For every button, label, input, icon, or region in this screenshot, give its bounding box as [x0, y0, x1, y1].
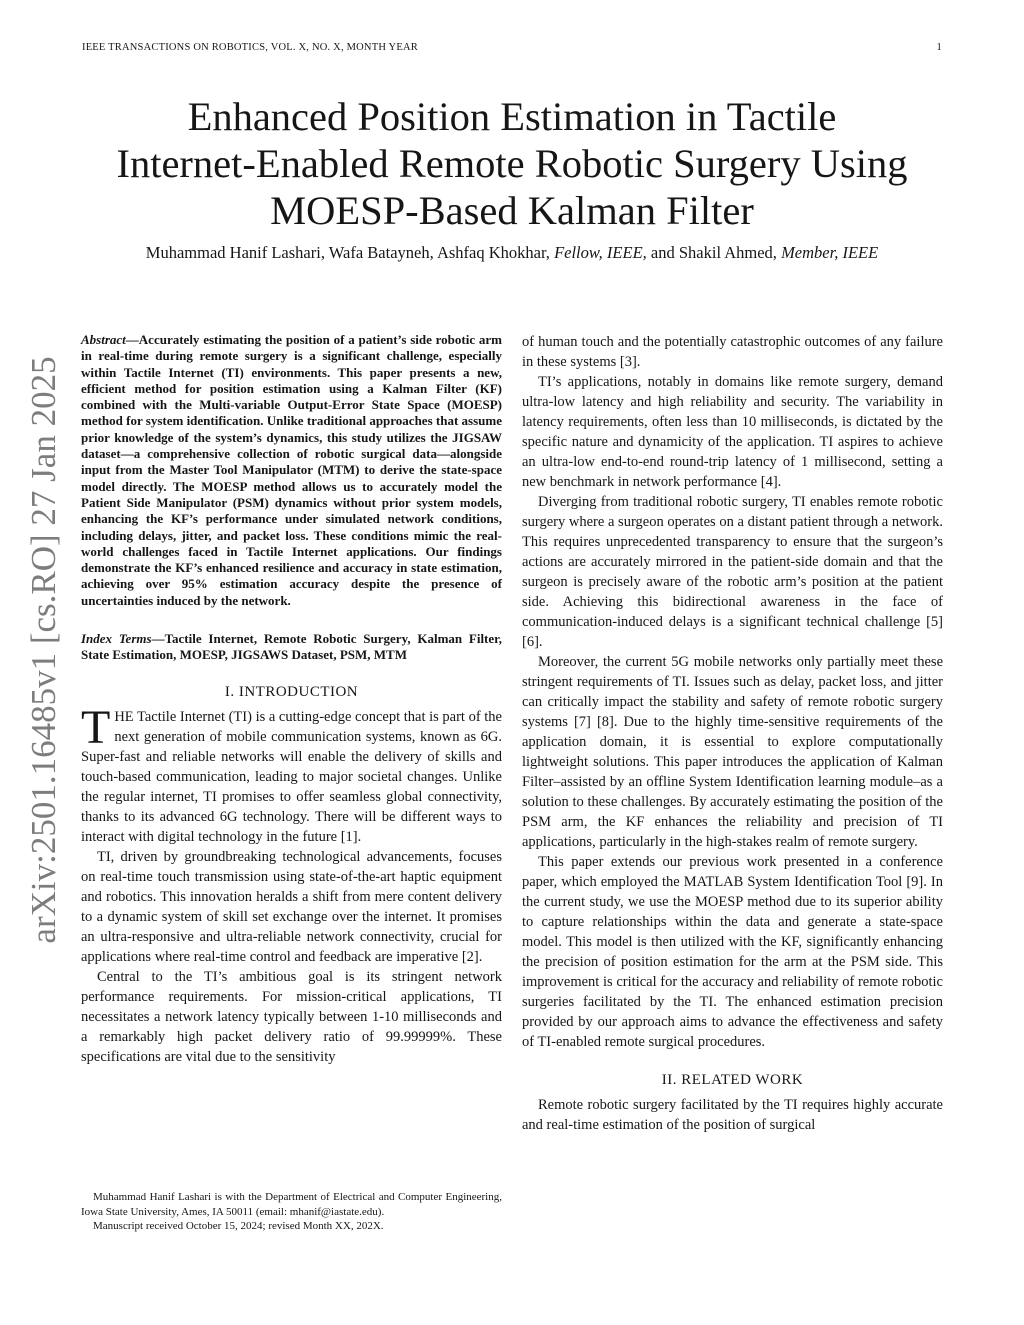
- index-terms-label: Index Terms: [81, 631, 152, 647]
- left-column: [81, 332, 502, 1067]
- arxiv-identifier[interactable]: arXiv:2501.16485v1 [cs.RO] 27 Jan 2025: [24, 356, 63, 944]
- section-heading-introduction: I. INTRODUCTION: [224, 683, 359, 700]
- author-list: [40, 243, 984, 263]
- author-names: and Shakil Ahmed,: [650, 243, 777, 262]
- intro-paragraph: Central to the TI’s ambitious goal is its stringent network performance requirements. For mission-critical applications, TI necessitates a network latency typically between 1-10 milliseconds and a remarkably high packet delivery ratio of 99.99999%. These specifications are vital due to the sensitivity: [81, 968, 502, 1065]
- manuscript-footnote: Manuscript received October 15, 2024; revised Month XX, 202X.: [93, 1220, 384, 1232]
- drop-cap: T: [81, 700, 111, 754]
- intro-paragraph: Diverging from traditional robotic surgery, TI enables remote robotic surgery where a surgeon operates on a distant patient through a network. This requires unprecedented transparency to ensure that the surgeon’s actions are accurately mirrored in the patient-side domain and that the surgeon is precisely aware of the robotic arm’s position at the patient side. Achieving this bidirectional awareness in the face of communication-induced delays is a significant technical challenge [5] [6].: [522, 494, 943, 650]
- section-heading-related-work: II. RELATED WORK: [661, 1072, 804, 1088]
- right-column: [522, 332, 943, 1135]
- author-names: Muhammad Hanif Lashari, Wafa Batayneh, Ashfaq Khokhar,: [145, 243, 550, 262]
- intro-paragraph: This paper extends our previous work presented in a conference paper, which employed the MATLAB System Identification Tool [9]. In the current study, we use the MOESP method due to its superior ability to capture relationships within the data and generate a state-space model. This model is then utilized with the KF, significantly enhancing the precision of position estimation for the arm at the PSM side. This improvement is critical for the accuracy and reliability of remote robotic surgeries facilitated by the TI. The enhanced estimation precision provided by our approach aims to advance the effectiveness and safety of TI-enabled remote surgical procedures.: [522, 854, 943, 1050]
- author-role: Fellow, IEEE,: [554, 243, 647, 262]
- affiliation-footnote: Muhammad Hanif Lashari is with the Department of Electrical and Computer Engineering, Iowa State University, Ames, IA 50011 (email: mhanif@iastate.edu).: [81, 1191, 502, 1218]
- intro-paragraph: [81, 700, 502, 847]
- title-line: Enhanced Position Estimation in Tactile: [187, 94, 837, 139]
- intro-paragraph: TI, driven by groundbreaking technological advancements, focuses on real-time touch transmission using state-of-the-art haptic equipment and robotics. This innovation heralds a shift from mere content delivery to a dynamic system of skill set exchange over the internet. It promises an ultra-responsive and ultra-reliable network connectivity, crucial for applications where real-time control and feedback are imperative [2].: [81, 848, 502, 965]
- author-role: Member, IEEE: [781, 243, 879, 262]
- journal-header: IEEE TRANSACTIONS ON ROBOTICS, VOL. X, NO. X, MONTH YEAR: [82, 42, 418, 53]
- abstract: [81, 332, 502, 609]
- title-line: MOESP-Based Kalman Filter: [270, 188, 754, 233]
- page-number: 1: [936, 42, 942, 53]
- index-terms: [81, 631, 502, 664]
- intro-paragraph: Moreover, the current 5G mobile networks only partially meet these stringent requirements of TI. Issues such as delay, packet loss, and jitter can critically impact the stability and safety of remote robotic surgery systems [7] [8]. Due to the highly time-sensitive requirements of the application domain, it is essential to explore computationally lightweight solutions. This paper introduces the application of Kalman Filter–assisted by an offline System Identification learning module–as a solution to these challenges. By accurately estimating the position of the PSM arm, the KF enhances the reliability and precision of TI applications, particularly in the high-stakes realm of remote surgery.: [522, 654, 943, 850]
- intro-paragraph: TI’s applications, notably in domains like remote surgery, demand ultra-low latency and high reliability and security. The variability in latency requirements, often less than 10 milliseconds, is dictated by the specific nature and dynamicity of the application. TI aspires to achieve an ultra-low end-to-end round-trip latency of 1 millisecond, setting a new benchmark in network performance [4].: [522, 374, 943, 490]
- footnotes: [81, 1190, 502, 1234]
- index-terms-text: —Tactile Internet, Remote Robotic Surgery, Kalman Filter, State Estimation, MOESP, JIGSAWS Dataset, PSM, MTM: [81, 631, 502, 663]
- related-work-paragraph: Remote robotic surgery facilitated by the TI requires highly accurate and real-time estimation of the position of surgical: [522, 1097, 943, 1133]
- title-line: Internet-Enabled Remote Robotic Surgery Using: [116, 141, 908, 186]
- abstract-text: —Accurately estimating the position of a patient’s side robotic arm in real-time during remote surgery is a significant challenge, especially within Tactile Internet (TI) environments. This paper presents a new, efficient method for position estimation using a Kalman Filter (KF) combined with the Multi-variable Output-Error State Space (MOESP) method for system identification. Unlike traditional approaches that assume prior knowledge of the system’s dynamics, this study utilizes the JIGSAW dataset—a comprehensive collection of robotic surgical data—alongside input from the Master Tool Manipulator (MTM) to derive the state-space model directly. The MOESP method allows us to accurately model the Patient Side Manipulator (PSM) dynamics without prior system models, enhancing the KF’s performance under simulated network conditions, including delays, jitter, and packet loss. These conditions mimic the real-world challenges faced in Tactile Internet applications. Our findings demonstrate the KF’s enhanced resilience and accuracy in state estimation, achieving over 95% estimation accuracy despite the presence of uncertainties induced by the network.: [81, 332, 502, 608]
- paragraph-text: HE Tactile Internet (TI) is a cutting-edge concept that is part of the next generation of mobile communication systems, known as 6G. Super-fast and reliable networks will enable the delivery of skills and touch-based communication, leading to major societal changes. Unlike the regular internet, TI promises to offer seamless global connectivity, thanks to its advanced 6G technology. There will be different ways to interact with digital technology in the future [1].: [81, 708, 502, 845]
- intro-paragraph-continued: of human touch and the potentially catastrophic outcomes of any failure in these systems [3].: [522, 334, 943, 370]
- running-head: [82, 42, 942, 53]
- paper-title: [60, 93, 964, 234]
- abstract-label: Abstract: [81, 332, 126, 347]
